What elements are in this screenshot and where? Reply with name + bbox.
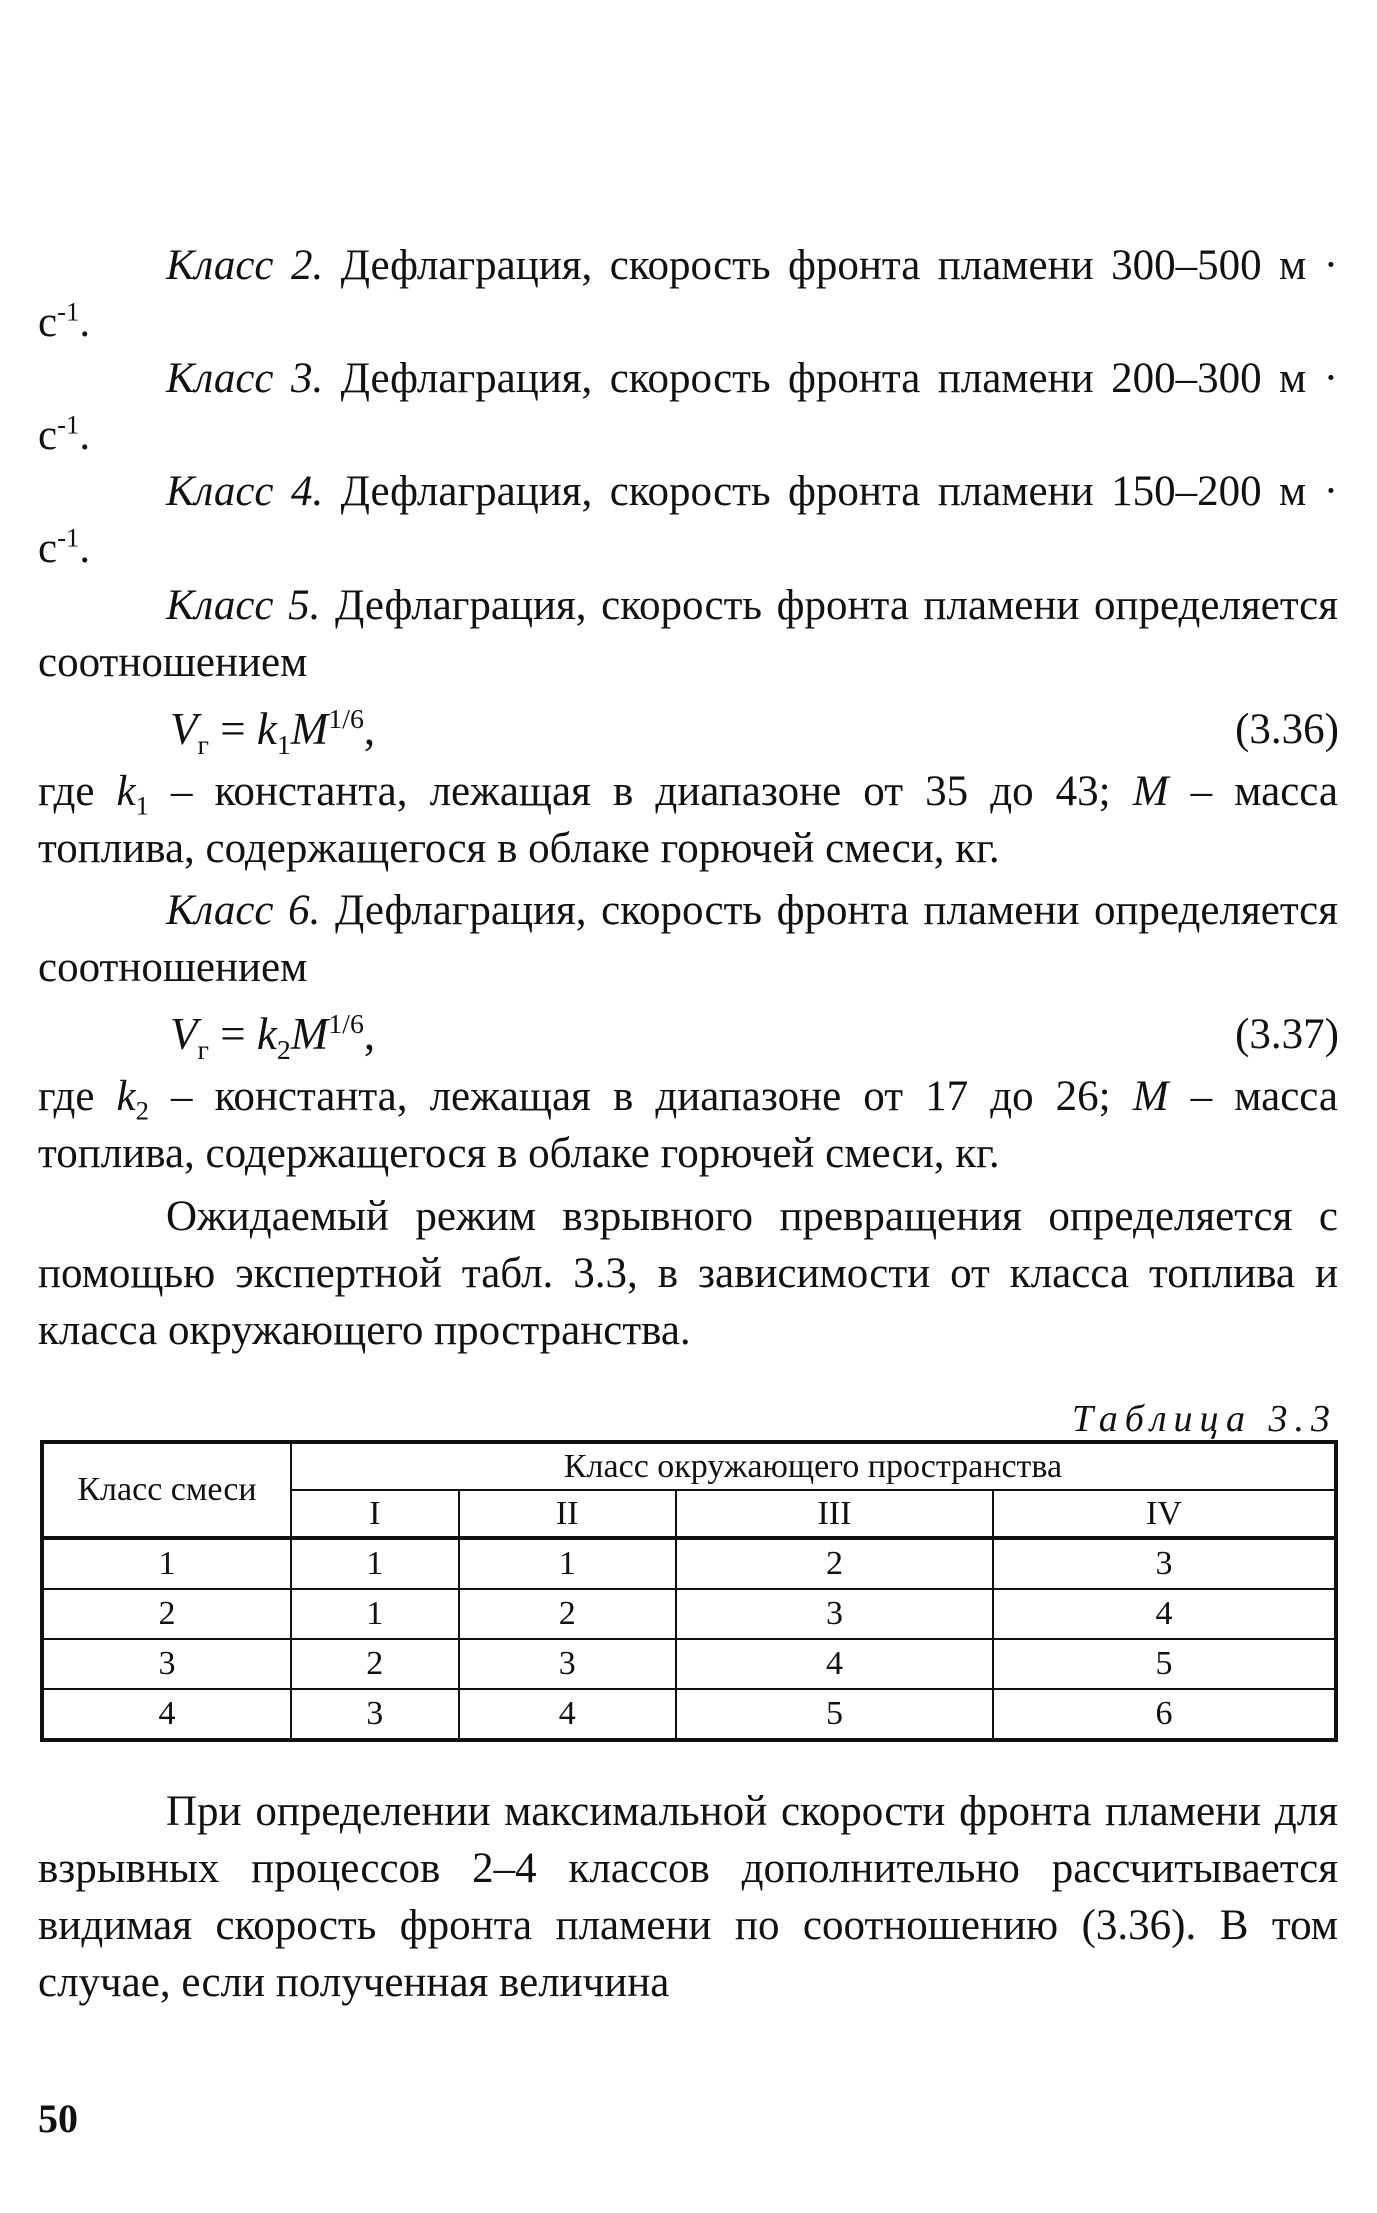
class-3-text: Дефлаграция, скорость фронта пламени 200–300 м · с bbox=[38, 355, 1339, 459]
var-m: M bbox=[1132, 768, 1169, 815]
table-cell: 2 bbox=[291, 1639, 459, 1689]
formula-var-m: M bbox=[290, 1009, 329, 1059]
formula-exponent: 1/6 bbox=[328, 1009, 364, 1040]
table-cell: 3 bbox=[459, 1639, 676, 1689]
table-cell: 1 bbox=[459, 1538, 676, 1589]
table-cell: 4 bbox=[676, 1639, 993, 1689]
formula-3-37 bbox=[170, 1006, 376, 1066]
paragraph-class-6 bbox=[38, 882, 1338, 996]
formula-var-m: M bbox=[290, 704, 329, 754]
paragraph-class-5 bbox=[38, 577, 1338, 691]
formula-var-k: k bbox=[256, 704, 277, 754]
period: . bbox=[79, 525, 91, 572]
paragraph-class-2 bbox=[38, 237, 1338, 351]
class-6-text: Дефлаграция, скорость фронта пламени определяется соотношением bbox=[38, 887, 1339, 991]
class-6-label: Класс 6. bbox=[166, 887, 321, 934]
formula-var-v: V bbox=[170, 704, 198, 754]
table-cell: 3 bbox=[42, 1639, 291, 1689]
var-sub: 1 bbox=[135, 790, 149, 821]
table-row bbox=[42, 1538, 1336, 1589]
table-cell: 2 bbox=[42, 1589, 291, 1639]
paragraph-class-3 bbox=[38, 350, 1338, 464]
unit-exponent: -1 bbox=[57, 409, 80, 440]
table-cell: 5 bbox=[993, 1639, 1336, 1689]
table-row bbox=[42, 1639, 1336, 1689]
class-3-label: Класс 3. bbox=[166, 355, 324, 402]
page-number: 50 bbox=[38, 2096, 78, 2141]
formula-sub: 1 bbox=[276, 730, 291, 761]
table-cell: 3 bbox=[676, 1589, 993, 1639]
text: – масса топлива, содержащегося в облаке горючей смеси, кг. bbox=[38, 1073, 1338, 1177]
column-header: I bbox=[291, 1490, 459, 1538]
table-cell: 1 bbox=[291, 1538, 459, 1589]
table-cell: 2 bbox=[459, 1589, 676, 1639]
formula-comma: , bbox=[363, 704, 376, 754]
formula-var-v: V bbox=[170, 1009, 198, 1059]
table-header-row bbox=[42, 1442, 1336, 1490]
table-cell: 2 bbox=[676, 1538, 993, 1589]
class-5-label: Класс 5. bbox=[166, 582, 321, 629]
formula-sub: г bbox=[197, 1035, 209, 1066]
table-cell: 3 bbox=[291, 1689, 459, 1740]
table-cell: 6 bbox=[993, 1689, 1336, 1740]
table-cell: 3 bbox=[993, 1538, 1336, 1589]
var-k: k bbox=[116, 768, 136, 815]
table-row bbox=[42, 1589, 1336, 1639]
formula-equals: = bbox=[208, 704, 257, 754]
group-header-cell: Класс окружающего пространства bbox=[291, 1442, 1336, 1490]
unit-exponent: -1 bbox=[57, 522, 80, 553]
formula-sub: г bbox=[197, 730, 209, 761]
formula-comma: , bbox=[363, 1009, 376, 1059]
text: – константа, лежащая в диапазоне от 35 до 43; bbox=[148, 768, 1133, 815]
class-4-label: Класс 4. bbox=[166, 468, 324, 515]
var-sub: 2 bbox=[135, 1095, 149, 1126]
class-2-text: Дефлаграция, скорость фронта пламени 300–500 м · с bbox=[38, 242, 1339, 346]
table-cell: 1 bbox=[42, 1538, 291, 1589]
table-cell: 1 bbox=[291, 1589, 459, 1639]
column-header: II bbox=[459, 1490, 676, 1538]
column-header: III bbox=[676, 1490, 993, 1538]
class-5-text: Дефлаграция, скорость фронта пламени определяется соотношением bbox=[38, 582, 1339, 686]
text: – масса топлива, содержащегося в облаке горючей смеси, кг. bbox=[38, 768, 1338, 872]
table-cell: 5 bbox=[676, 1689, 993, 1740]
table-cell: 4 bbox=[42, 1689, 291, 1740]
formula-3-36 bbox=[170, 701, 376, 761]
row-header-cell: Класс смеси bbox=[42, 1442, 291, 1538]
formula-var-k: k bbox=[256, 1009, 277, 1059]
var-k: k bbox=[116, 1073, 136, 1120]
table-cell: 4 bbox=[993, 1589, 1336, 1639]
column-header: IV bbox=[993, 1490, 1336, 1538]
formula-equals: = bbox=[208, 1009, 257, 1059]
table-cell: 4 bbox=[459, 1689, 676, 1740]
paragraph-final: При определении максимальной скорости фронта пламени для взрывных процессов 2–4 классов дополнительно рассчитывается видимая скорость фронта пламени по соотношению (3.36). В том случае, если полученная величина bbox=[38, 1788, 1338, 2006]
table-caption: Таблица 3.3 bbox=[1072, 1398, 1337, 1440]
paragraph-expected-mode: Ожидаемый режим взрывного превращения определяется с помощью экспертной табл. 3.3, в зависимости от класса топлива и класса окружающего пространства. bbox=[38, 1193, 1338, 1354]
unit-exponent: -1 bbox=[57, 296, 80, 327]
paragraph-where-k2 bbox=[38, 1068, 1338, 1182]
paragraph-class-4 bbox=[38, 463, 1338, 577]
class-4-text: Дефлаграция, скорость фронта пламени 150–200 м · с bbox=[38, 468, 1339, 572]
var-m: M bbox=[1132, 1073, 1169, 1120]
text: – константа, лежащая в диапазоне от 17 до 26; bbox=[148, 1073, 1133, 1120]
text: где bbox=[38, 1073, 117, 1120]
formula-sub: 2 bbox=[276, 1035, 291, 1066]
class-2-label: Класс 2. bbox=[166, 242, 324, 289]
equation-number-3-36: (3.36) bbox=[1235, 706, 1339, 753]
period: . bbox=[79, 299, 91, 346]
period: . bbox=[79, 412, 91, 459]
paragraph-where-k1 bbox=[38, 763, 1338, 877]
text: где bbox=[38, 768, 117, 815]
table-row bbox=[42, 1689, 1336, 1740]
data-table bbox=[40, 1440, 1338, 1742]
equation-number-3-37: (3.37) bbox=[1235, 1011, 1339, 1058]
formula-exponent: 1/6 bbox=[328, 704, 364, 735]
